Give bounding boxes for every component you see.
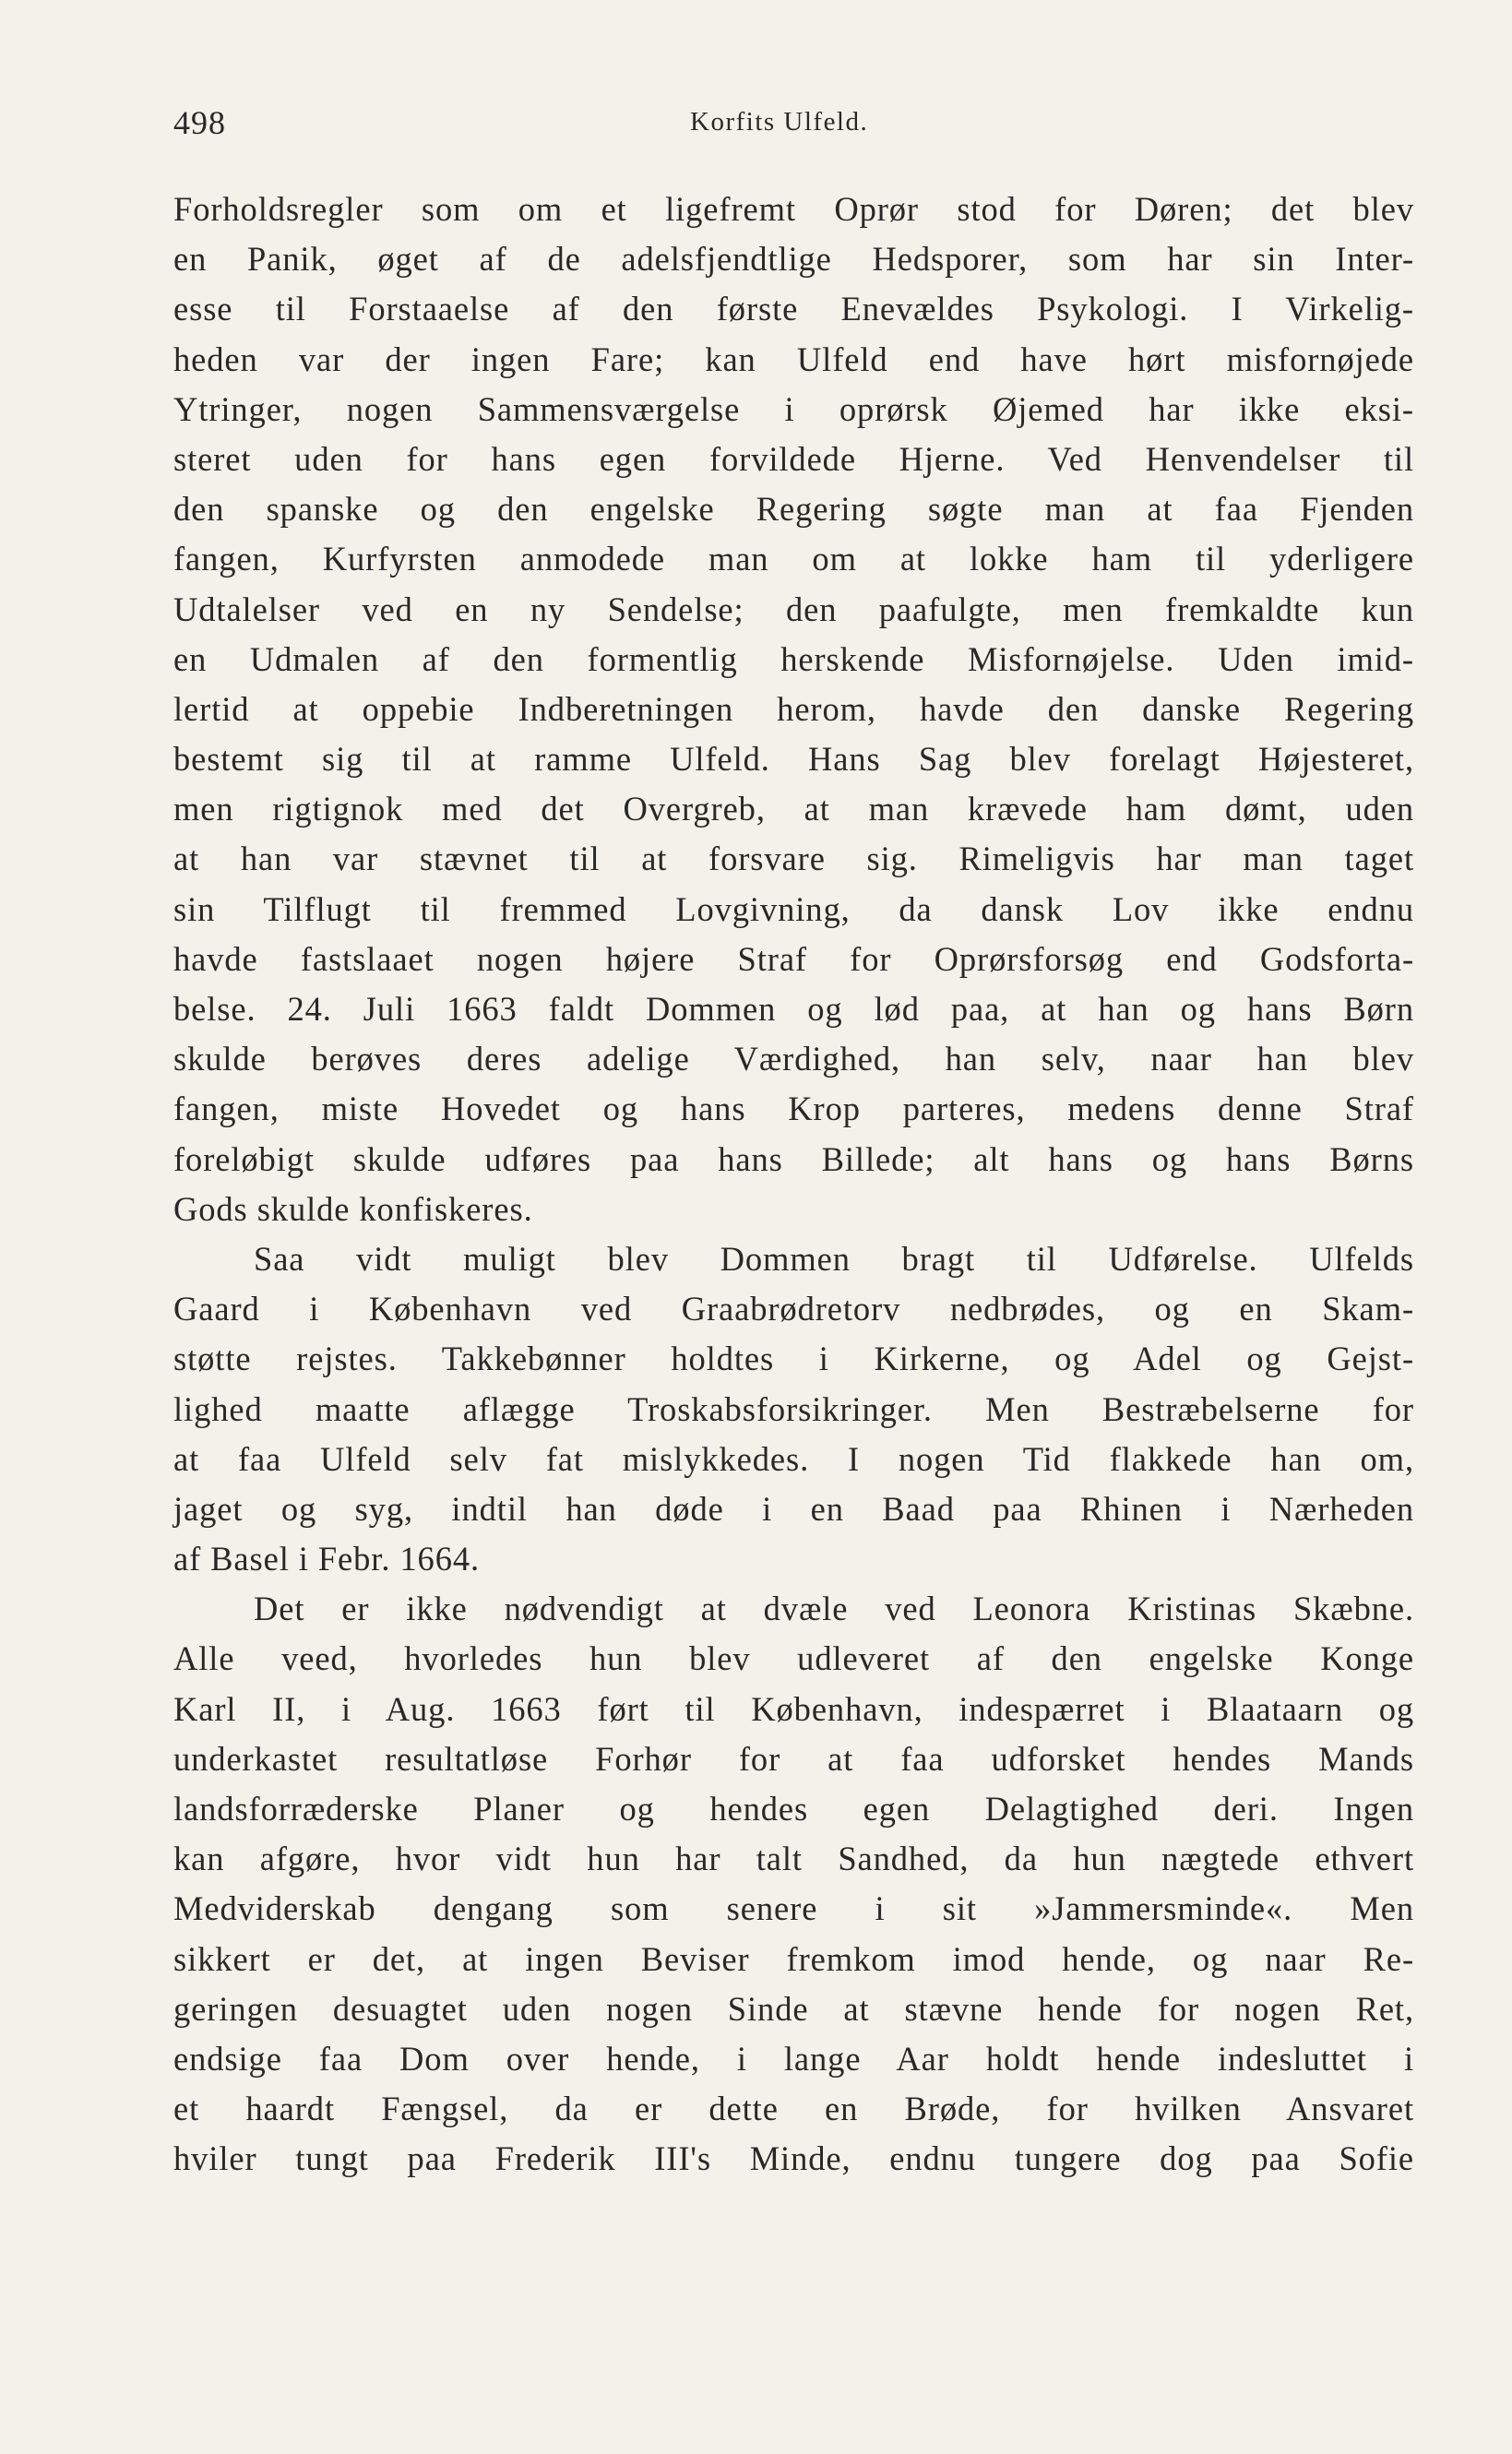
- text-line: af Basel i Febr. 1664.: [173, 1540, 481, 1578]
- text-line: steret uden for hans egen forvildede Hjerne. Ved Henvendelser til: [173, 439, 1414, 478]
- text-line: Forholdsregler som om et ligefremt Oprør stod for Døren; det blev: [173, 190, 1414, 228]
- text-line: skulde berøves deres adelige Værdighed, han selv, naar han blev: [173, 1040, 1414, 1078]
- text-line: Medviderskab dengang som senere i sit »Jammersminde«. Men: [173, 1889, 1414, 1928]
- text-line: jaget og syg, indtil han døde i en Baad paa Rhinen i Nærheden: [173, 1489, 1414, 1528]
- text-line: hviler tungt paa Frederik III's Minde, endnu tungere dog paa Sofie: [173, 2139, 1414, 2178]
- text-line: Gods skulde konfiskeres.: [173, 1189, 533, 1228]
- text-line: esse til Forstaaelse af den første Enevældes Psykologi. I Virkelig-: [173, 290, 1414, 328]
- text-line: men rigtignok med det Overgreb, at man krævede ham dømt, uden: [173, 790, 1414, 828]
- text-line: geringen desuagtet uden nogen Sinde at stævne hende for nogen Ret,: [173, 1989, 1414, 2028]
- text-line: kan afgøre, hvor vidt hun har talt Sandhed, da hun nægtede ethvert: [173, 1840, 1414, 1878]
- text-line: lertid at oppebie Indberetningen herom, havde den danske Regering: [173, 689, 1414, 728]
- body-text: [173, 185, 1414, 2185]
- text-line: en Udmalen af den formentlig herskende Misfornøjelse. Uden imid-: [173, 639, 1414, 678]
- text-line: den spanske og den engelske Regering søgte man at faa Fjenden: [173, 490, 1414, 529]
- text-line: at faa Ulfeld selv fat mislykkedes. I nogen Tid flakkede han om,: [173, 1439, 1414, 1478]
- text-line: Alle veed, hvorledes hun blev udleveret af den engelske Konge: [173, 1639, 1414, 1678]
- page-number: 498: [173, 104, 226, 141]
- text-line: endsige faa Dom over hende, i lange Aar holdt hende indesluttet i: [173, 2039, 1414, 2078]
- text-line: et haardt Fængsel, da er dette en Brøde, for hvilken Ansvaret: [173, 2090, 1414, 2128]
- text-line: landsforræderske Planer og hendes egen Delagtighed deri. Ingen: [173, 1790, 1414, 1828]
- text-line: Ytringer, nogen Sammensværgelse i oprørsk Øjemed har ikke eksi-: [173, 389, 1414, 428]
- text-line: foreløbigt skulde udføres paa hans Billede; alt hans og hans Børns: [173, 1139, 1414, 1178]
- text-line: bestemt sig til at ramme Ulfeld. Hans Sag blev forelagt Højesteret,: [173, 740, 1414, 779]
- text-line: sikkert er det, at ingen Beviser fremkom imod hende, og naar Re-: [173, 1939, 1414, 1978]
- text-line: Karl II, i Aug. 1663 ført til København, indespærret i Blaataarn og: [173, 1689, 1414, 1728]
- text-line: Det er ikke nødvendigt at dvæle ved Leonora Kristinas Skæbne.: [254, 1590, 1414, 1628]
- text-line: Udtalelser ved en ny Sendelse; den paafulgte, men fremkaldte kun: [173, 590, 1414, 628]
- text-line: havde fastslaaet nogen højere Straf for Oprørsforsøg end Godsforta-: [173, 939, 1414, 978]
- running-title: Korfits Ulfeld.: [690, 107, 869, 137]
- text-line: støtte rejstes. Takkebønner holdtes i Kirkerne, og Adel og Gejst-: [173, 1340, 1414, 1378]
- text-line: belse. 24. Juli 1663 faldt Dommen og lød paa, at han og hans Børn: [173, 990, 1414, 1028]
- text-line: underkastet resultatløse Forhør for at faa udforsket hendes Mands: [173, 1739, 1414, 1778]
- text-line: Saa vidt muligt blev Dommen bragt til Udførelse. Ulfelds: [254, 1239, 1414, 1278]
- text-line: lighed maatte aflægge Troskabsforsikringer. Men Bestræbelserne for: [173, 1389, 1414, 1428]
- text-line: en Panik, øget af de adelsfjendtlige Hedsporer, som har sin Inter-: [173, 240, 1414, 279]
- text-line: Gaard i København ved Graabrødretorv nedbrødes, og en Skam-: [173, 1290, 1414, 1328]
- text-line: fangen, Kurfyrsten anmodede man om at lokke ham til yderligere: [173, 540, 1414, 578]
- running-head: [173, 103, 1414, 149]
- text-line: fangen, miste Hovedet og hans Krop parteres, medens denne Straf: [173, 1090, 1414, 1128]
- text-line: heden var der ingen Fare; kan Ulfeld end have hørt misfornøjede: [173, 340, 1414, 378]
- text-line: sin Tilflugt til fremmed Lovgivning, da dansk Lov ikke endnu: [173, 889, 1414, 928]
- text-line: at han var stævnet til at forsvare sig. Rimeligvis har man taget: [173, 840, 1414, 878]
